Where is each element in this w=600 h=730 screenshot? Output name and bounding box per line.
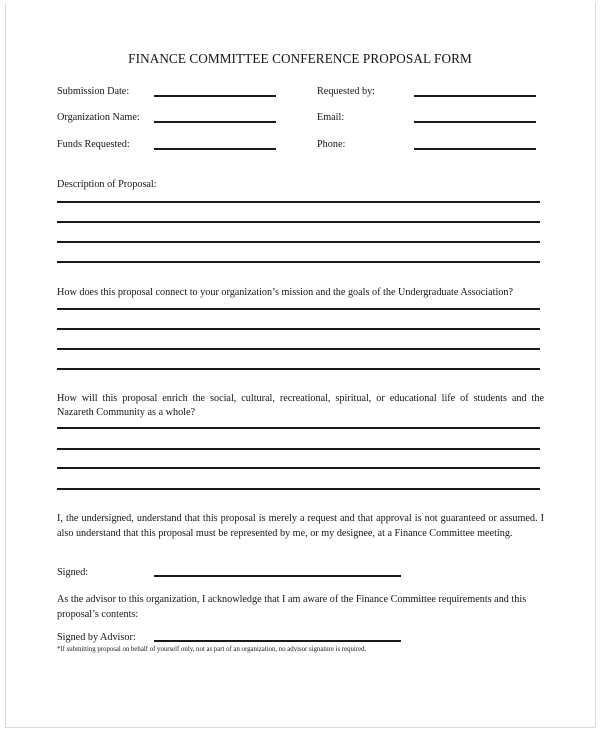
funds-requested-label: Funds Requested: <box>57 139 130 150</box>
email-field[interactable] <box>414 121 536 123</box>
description-line-1[interactable] <box>57 201 540 203</box>
phone-label: Phone: <box>317 139 346 150</box>
enrichment-answer-line-2[interactable] <box>57 448 540 450</box>
enrichment-answer-line-3[interactable] <box>57 467 540 469</box>
phone-field[interactable] <box>414 148 536 150</box>
advisor-statement-text: As the advisor to this organization, I acknowledge that I am aware of the Finance Committee requirements and this proposal’s contents: <box>57 594 527 620</box>
form-title: FINANCE COMMITTEE CONFERENCE PROPOSAL FORM <box>128 51 472 66</box>
advisor-footnote: *If submitting proposal on behalf of yourself only, not as part of an organization, no advisor signature is required. <box>57 646 367 653</box>
signature-field[interactable] <box>154 575 401 577</box>
description-line-4[interactable] <box>57 261 540 263</box>
enrichment-question-label: How will this proposal enrich the social, cultural, recreational, spiritual, or educational life of students and the Nazareth Community as a whole? <box>57 393 544 418</box>
requested-by-field[interactable] <box>414 95 536 97</box>
advisor-signature-field[interactable] <box>154 640 401 642</box>
description-label: Description of Proposal: <box>57 179 157 190</box>
description-line-2[interactable] <box>57 221 540 223</box>
submission-date-field[interactable] <box>154 95 276 97</box>
description-line-3[interactable] <box>57 241 540 243</box>
enrichment-answer-line-1[interactable] <box>57 427 540 429</box>
submission-date-label: Submission Date: <box>57 86 130 97</box>
signed-label: Signed: <box>57 567 89 578</box>
requested-by-label: Requested by: <box>317 86 376 97</box>
advisor-signed-label: Signed by Advisor: <box>57 632 136 643</box>
enrichment-answer-line-4[interactable] <box>57 488 540 490</box>
funds-requested-field[interactable] <box>154 148 276 150</box>
mission-answer-line-1[interactable] <box>57 308 540 310</box>
mission-answer-line-4[interactable] <box>57 368 540 370</box>
mission-question-label: How does this proposal connect to your organization’s mission and the goals of the Undergraduate Association? <box>57 287 513 298</box>
email-label: Email: <box>317 112 345 123</box>
organization-name-label: Organization Name: <box>57 112 140 123</box>
mission-answer-line-2[interactable] <box>57 328 540 330</box>
organization-name-field[interactable] <box>154 121 276 123</box>
acknowledgement-text: I, the undersigned, understand that this proposal is merely a request and that approval is not guaranteed or assumed. I also understand that this proposal must be represented by me, or my designee, at a Finance Committee meeting. <box>57 513 544 539</box>
mission-answer-line-3[interactable] <box>57 348 540 350</box>
